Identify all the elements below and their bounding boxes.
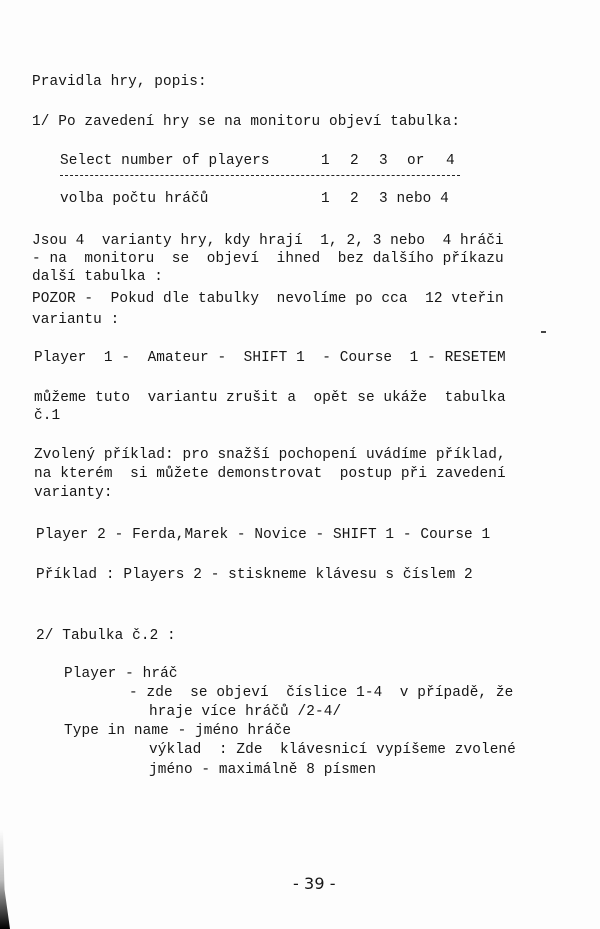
table-option-cz-3-or-4: 3 nebo 4 xyxy=(379,191,449,207)
table-option-en-4: 4 xyxy=(446,153,455,169)
paragraph-line: varianty: xyxy=(34,485,113,501)
table-divider xyxy=(60,175,460,176)
paragraph-line: můžeme tuto variantu zrušit a opět se ukáže tabulka xyxy=(34,390,506,406)
section-2-line: Player - hráč xyxy=(64,666,178,682)
table-prompt-czech: volba počtu hráčů xyxy=(60,191,209,207)
document-heading: Pravidla hry, popis: xyxy=(32,74,207,90)
paragraph-line: č.1 xyxy=(34,408,61,424)
table-option-en-1: 1 xyxy=(321,153,330,169)
table-prompt-english: Select number of players xyxy=(60,153,270,169)
table-option-en-3: 3 xyxy=(379,153,388,169)
paragraph-line: Zvolený příklad: pro snažší pochopení uvádíme příklad, xyxy=(34,447,506,463)
example-step-line: Příklad : Players 2 - stiskneme klávesu s číslem 2 xyxy=(36,567,473,583)
scan-edge-shadow xyxy=(0,830,10,929)
table-option-cz-1: 1 xyxy=(321,191,330,207)
paragraph-line-warning: POZOR - Pokud dle tabulky nevolíme po cca 12 vteřin xyxy=(32,291,504,307)
paragraph-line: na kterém si můžete demonstrovat postup při zavedení xyxy=(34,466,506,482)
player-1-line: Player 1 - Amateur - SHIFT 1 - Course 1 - RESETEM xyxy=(34,350,506,366)
section-2-title: 2/ Tabulka č.2 : xyxy=(36,628,176,644)
table-option-en-2: 2 xyxy=(350,153,359,169)
paragraph-line: variantu : xyxy=(32,312,120,328)
section-1-title: 1/ Po zavedení hry se na monitoru objeví tabulka: xyxy=(32,114,461,130)
table-option-cz-2: 2 xyxy=(350,191,359,207)
section-2-line: Type in name - jméno hráče xyxy=(64,723,292,739)
section-2-line: jméno - maximálně 8 písmen xyxy=(149,762,377,778)
table-option-en-or: or xyxy=(407,153,425,169)
page-number: - 39 - xyxy=(293,874,336,893)
paragraph-line: Jsou 4 varianty hry, kdy hrají 1, 2, 3 nebo 4 hráči xyxy=(32,233,504,249)
scan-speck xyxy=(541,331,546,333)
section-2-line: - zde se objeví číslice 1-4 v případě, že xyxy=(129,685,514,701)
paragraph-line: další tabulka : xyxy=(32,269,164,285)
section-2-line: výklad : Zde klávesnicí vypíšeme zvolené xyxy=(149,742,516,758)
section-2-line: hraje více hráčů /2-4/ xyxy=(149,704,342,720)
paragraph-line: - na monitoru se objeví ihned bez dalšího příkazu xyxy=(32,251,504,267)
example-player-line: Player 2 - Ferda,Marek - Novice - SHIFT 1 - Course 1 xyxy=(36,527,491,543)
